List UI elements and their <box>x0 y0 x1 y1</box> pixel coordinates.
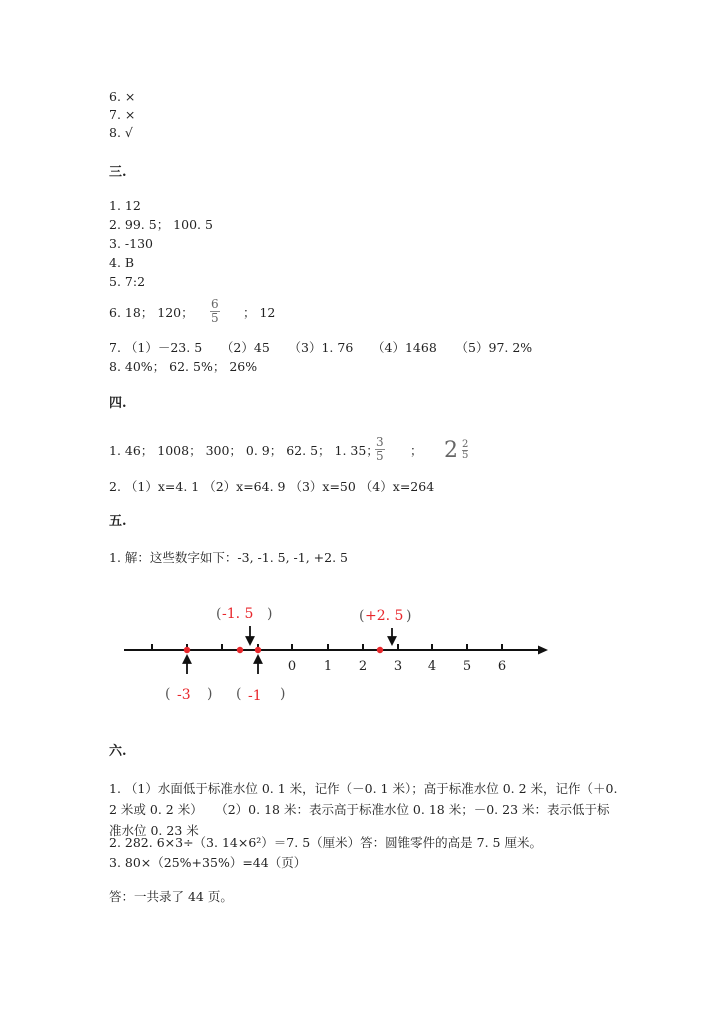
tick-label-0: 0 <box>287 659 297 674</box>
paren-close: ) <box>207 686 213 702</box>
paren-close: ) <box>406 608 412 624</box>
fraction-denominator: 5 <box>376 449 384 463</box>
part5-item-1: 1. 解：这些数字如下：-3, -1. 5, -1, +2. 5 <box>109 550 348 565</box>
tick-label-5: 5 <box>462 659 472 674</box>
axis-arrow-icon <box>538 646 548 655</box>
fraction-denominator: 5 <box>461 450 469 461</box>
part3-item-2: 2. 99. 5； 100. 5 <box>109 217 213 232</box>
part4-item-2: 2. （1）x=4. 1 （2）x=64. 9 （3）x=50 （4）x=264 <box>109 479 435 494</box>
fraction-three-fifths <box>375 436 385 463</box>
part3-item-6-prefix: 6. 18； 120； <box>109 305 194 320</box>
label-plus-2-5: +2. 5 <box>365 608 404 624</box>
point-minus-1 <box>255 647 261 653</box>
answer-item-6: 6. × <box>109 89 136 104</box>
arrow-head-icon <box>184 656 191 663</box>
point-minus-1-5 <box>237 647 243 653</box>
paren-open: ( <box>216 606 222 622</box>
label-minus-1-5: -1. 5 <box>222 606 254 622</box>
paren-open: ( <box>236 686 242 702</box>
section-heading-4: 四. <box>109 396 127 411</box>
point-minus-3 <box>184 647 190 653</box>
point-plus-2-5 <box>377 647 383 653</box>
tick-label-3: 3 <box>393 659 403 674</box>
tick-label-1: 1 <box>323 659 333 674</box>
part3-item-1: 1. 12 <box>109 198 141 213</box>
paren-close: ) <box>280 686 286 702</box>
fraction-numerator: 3 <box>376 435 384 449</box>
answer-item-8: 8. √ <box>109 125 133 140</box>
part4-item-1-separator: ； <box>410 443 423 458</box>
arrow-head-icon <box>247 637 254 644</box>
mixed-whole: 2 <box>444 438 458 463</box>
mixed-number-two-and-two-fifths <box>444 438 468 463</box>
arrow-head-icon <box>389 637 396 644</box>
fraction-numerator: 2 <box>461 439 469 450</box>
label-minus-3: -3 <box>177 687 191 703</box>
tick-label-6: 6 <box>497 659 507 674</box>
part3-item-5: 5. 7:2 <box>109 274 146 289</box>
mixed-fraction <box>462 440 468 461</box>
part4-item-1-prefix: 1. 46； 1008； 300； 0. 9； 62. 5； 1. 35； <box>109 443 379 458</box>
part6-item-2: 2. 282. 6×3÷（3. 14×6²）＝7. 5（厘米）答：圆锥零件的高是 7. 5 厘米。 <box>109 835 542 850</box>
fraction-numerator: 6 <box>211 297 219 311</box>
paren-open: ( <box>165 686 171 702</box>
fraction-six-fifths <box>210 298 220 325</box>
number-line-diagram <box>120 598 560 708</box>
tick-label-4: 4 <box>427 659 437 674</box>
part6-item-1: 1. （1）水面低于标准水位 0. 1 米，记作（－0. 1 米）；高于标准水位 0. 2 米，记作（＋0. 2 米或 0. 2 米） （2）0. 18 米：表示高于标准水位 0. 18 米；－0. 23 米：表示低于标准水位 0. 23 米 <box>109 781 618 838</box>
part3-item-7: 7. （1）－23. 5 （2）45 （3）1. 76 （4）1468 （5）97. 2% <box>109 340 533 355</box>
paren-open: ( <box>359 608 365 624</box>
part3-item-8: 8. 40%； 62. 5%； 26% <box>109 359 258 374</box>
part6-answer: 答：一共录了 44 页。 <box>109 889 233 904</box>
section-heading-3: 三. <box>109 165 127 180</box>
label-minus-1: -1 <box>248 688 262 704</box>
part6-item-3: 3. 80×（25%+35%）=44（页） <box>109 855 307 870</box>
tick-label-2: 2 <box>358 659 368 674</box>
section-heading-6: 六. <box>109 744 127 759</box>
arrow-head-icon <box>255 656 262 663</box>
paren-close: ) <box>267 606 273 622</box>
part3-item-4: 4. B <box>109 255 135 270</box>
fraction-denominator: 5 <box>211 311 219 325</box>
answer-item-7: 7. × <box>109 107 136 122</box>
part3-item-6-suffix: ； 12 <box>243 305 276 320</box>
part3-item-3: 3. -130 <box>109 236 153 251</box>
section-heading-5: 五. <box>109 514 127 529</box>
